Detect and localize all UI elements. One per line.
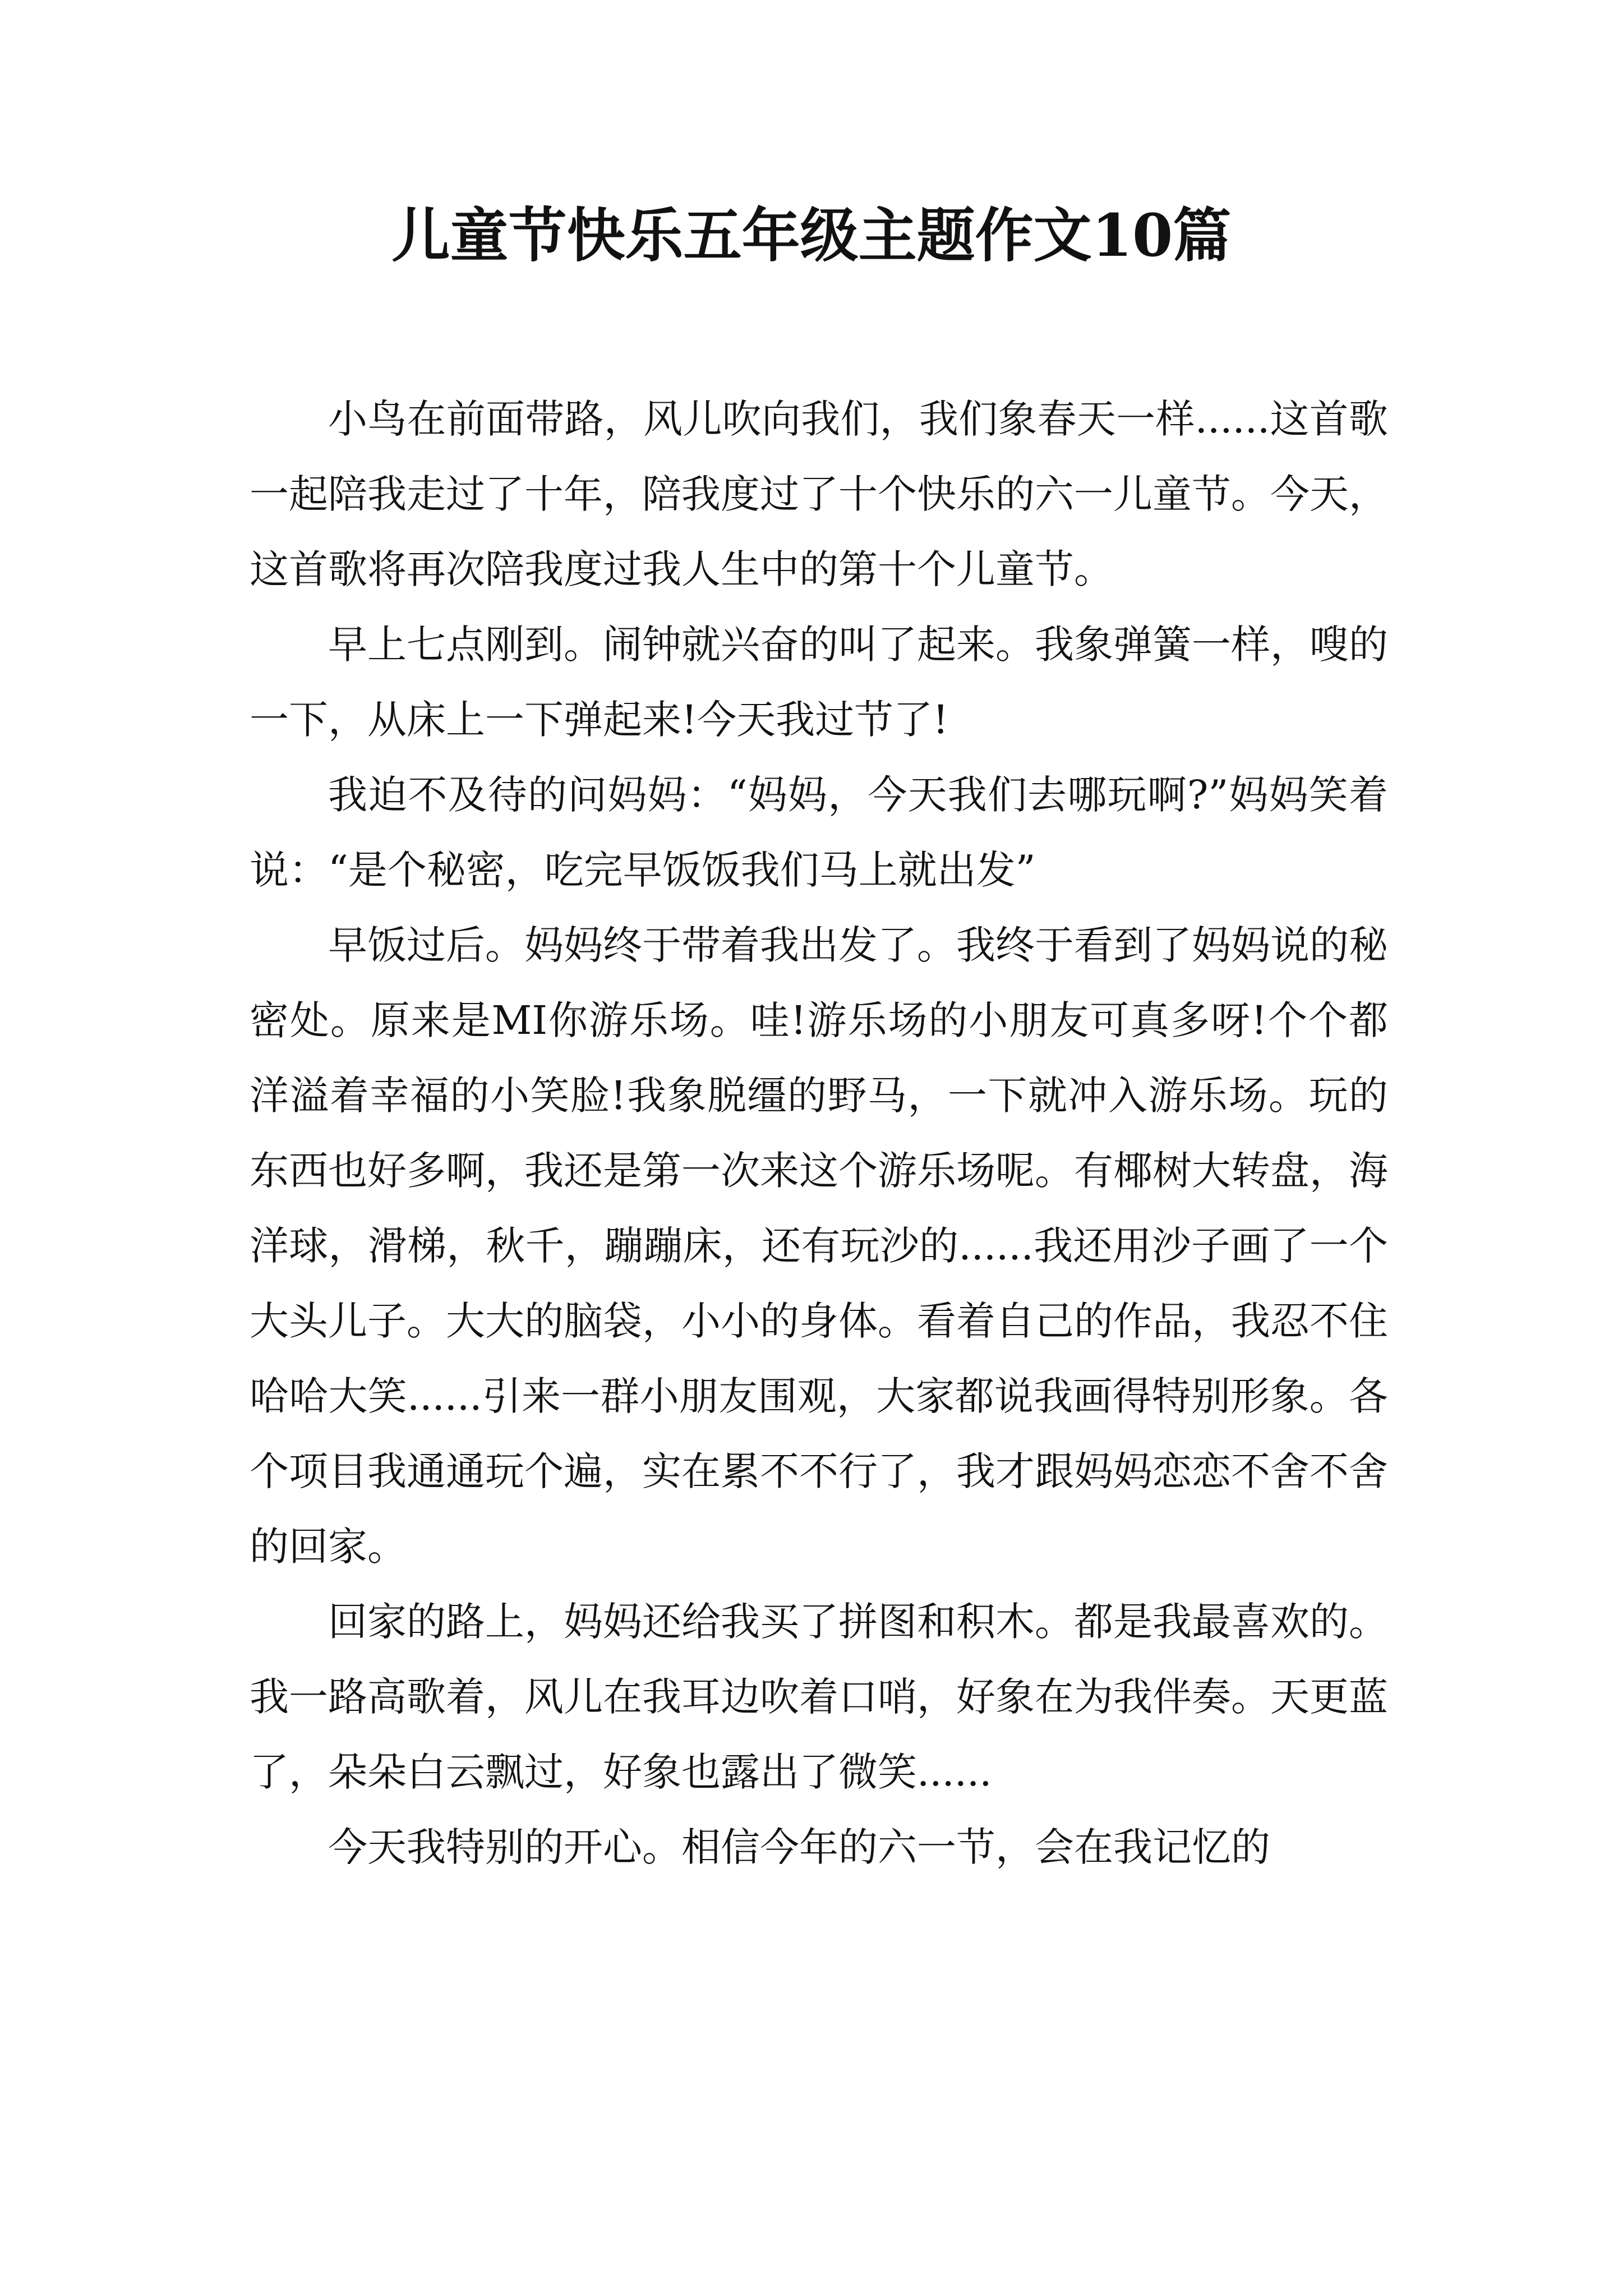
document-body xyxy=(250,381,1388,1885)
paragraph: 回家的路上，妈妈还给我买了拼图和积木。都是我最喜欢的。我一路高歌着，风儿在我耳边吹着口哨，好象在为我伴奏。天更蓝了，朵朵白云飘过，好象也露出了微笑...... xyxy=(250,1599,1388,1795)
paragraph: 我迫不及待的问妈妈：“妈妈，今天我们去哪玩啊?”妈妈笑着说：“是个秘密，吃完早饭饭我们马上就出发” xyxy=(250,772,1388,893)
paragraph: 早饭过后。妈妈终于带着我出发了。我终于看到了妈妈说的秘密处。原来是MI你游乐场。哇!游乐场的小朋友可真多呀!个个都洋溢着幸福的小笑脸!我象脱缰的野马，一下就冲入游乐场。玩的东西也好多啊，我还是第一次来这个游乐场呢。有椰树大转盘，海洋球，滑梯，秋千，蹦蹦床，还有玩沙的......我还用沙子画了一个大头儿子。大大的脑袋，小小的身体。看着自己的作品，我忍不住哈哈大笑......引来一群小朋友围观，大家都说我画得特别形象。各个项目我通通玩个遍，实在累不不行了，我才跟妈妈恋恋不舍不舍的回家。 xyxy=(250,922,1388,1570)
paragraph: 小鸟在前面带路，风儿吹向我们，我们象春天一样......这首歌一起陪我走过了十年，陪我度过了十个快乐的六一儿童节。今天，这首歌将再次陪我度过我人生中的第十个儿童节。 xyxy=(250,396,1388,592)
paragraph: 早上七点刚到。闹钟就兴奋的叫了起来。我象弹簧一样，嗖的一下，从床上一下弹起来!今天我过节了! xyxy=(250,622,1388,743)
document-title: 儿童节快乐五年级主题作文10篇 xyxy=(391,201,1232,270)
paragraph: 今天我特别的开心。相信今年的六一节，会在我记忆的 xyxy=(328,1824,1270,1870)
